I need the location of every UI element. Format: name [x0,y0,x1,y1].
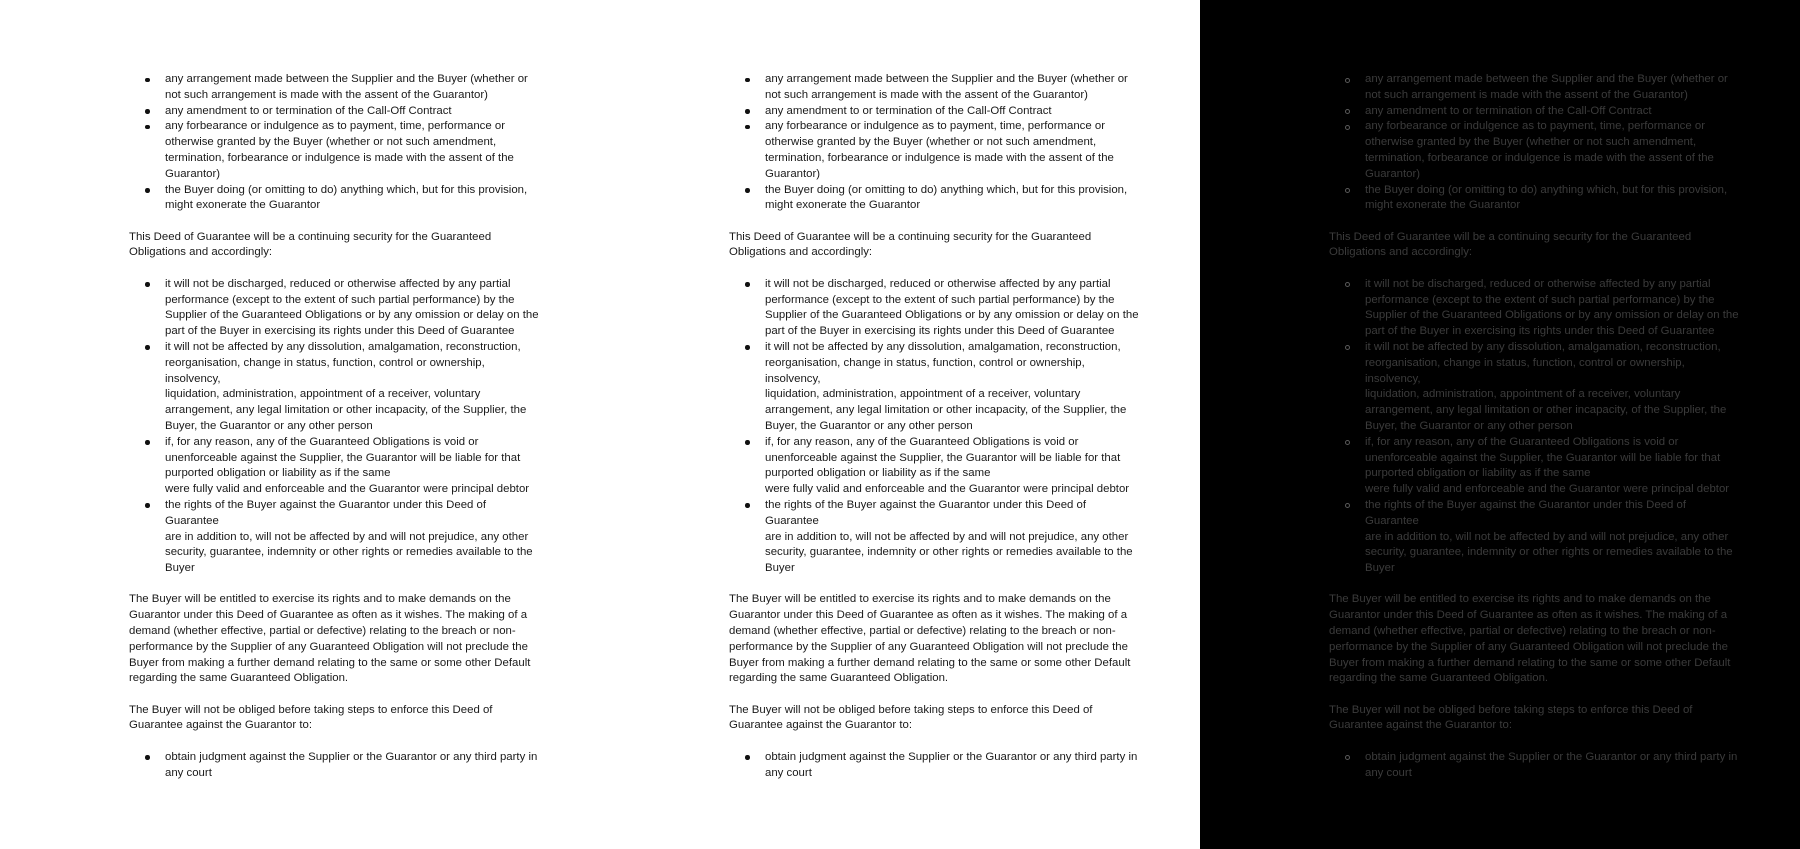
text-line: regarding the same Guaranteed Obligation. [1329,672,1549,685]
spacer [729,577,1139,593]
text-line: are in addition to, will not be affected by and will not prejudice, any other [165,530,529,543]
text-line: demand (whether effective, partial or defective) relating to the breach or non- [1329,625,1716,637]
bullet-list-security-terms [1329,277,1739,577]
document-panel-inverted [1200,0,1800,849]
text-line: any amendment to or termination of the Call-Off Contract [1365,104,1652,117]
text-line: it will not be discharged, reduced or otherwise affected by any partial [765,277,1111,290]
text-line: The Buyer will not be obliged before taking steps to enforce this Deed of [1329,703,1693,716]
list-item [1365,104,1739,120]
text-line: demand (whether effective, partial or defective) relating to the breach or non- [129,625,516,637]
text-line: any forbearance or indulgence as to payment, time, performance or [165,120,506,133]
text-line: any court [1365,766,1412,779]
text-line: Guarantor under this Deed of Guarantee as often as it wishes. The making of a [729,609,1128,622]
text-line: demand (whether effective, partial or defective) relating to the breach or non- [729,625,1116,637]
text-line: might exonerate the Guarantor [165,199,321,212]
text-line: Guarantor under this Deed of Guarantee as often as it wishes. The making of a [129,609,528,622]
text-line: reorganisation, change in status, function, control or ownership, insolvency, [765,356,1085,385]
text-line: part of the Buyer in exercising its rights under this Deed of Guarantee [765,325,1115,338]
text-line: unenforceable against the Supplier, the Guarantor will be liable for that [1365,451,1721,464]
paragraph-enforcement [729,703,1139,735]
text-line: are in addition to, will not be affected by and will not prejudice, any other [765,530,1129,543]
text-line: any arrangement made between the Supplier and the Buyer (whether or [765,73,1128,85]
text-line: any court [165,766,212,779]
text-line: performance (except to the extent of such partial performance) by the [165,293,515,306]
text-line: Buyer [1365,562,1395,575]
spacer [1329,734,1739,750]
text-line: Obligations and accordingly: [729,246,873,259]
text-line: Guarantee against the Guarantor to: [129,719,313,732]
spacer [129,214,539,230]
paragraph-continuing-security [729,230,1139,262]
text-line: Obligations and accordingly: [1329,246,1473,259]
list-item [165,183,539,215]
text-line: This Deed of Guarantee will be a continuing security for the Guaranteed [1329,230,1692,243]
text-line: purported obligation or liability as if the same [165,467,391,480]
spacer [1329,577,1739,593]
text-line: might exonerate the Guarantor [1365,199,1521,212]
text-line: purported obligation or liability as if the same [765,467,991,480]
text-line: it will not be affected by any dissolution, amalgamation, reconstruction, [1365,340,1721,353]
text-line: Supplier of the Guaranteed Obligations or by any omission or delay on the [165,309,539,322]
paragraph-enforcement [129,703,539,735]
text-line: liquidation, administration, appointment of a receiver, voluntary [165,388,481,401]
text-line: if, for any reason, any of the Guaranteed Obligations is void or [765,435,1079,448]
text-line: any forbearance or indulgence as to payment, time, performance or [765,120,1106,133]
text-line: the Buyer doing (or omitting to do) anything which, but for this provision, [165,183,528,196]
text-line: any amendment to or termination of the Call-Off Contract [165,104,452,117]
text-line: part of the Buyer in exercising its rights under this Deed of Guarantee [165,325,515,338]
text-line: are in addition to, will not be affected by and will not prejudice, any other [1365,530,1729,543]
list-item [165,498,539,577]
text-line: were fully valid and enforceable and the Guarantor were principal debtor [765,483,1130,496]
text-line: obtain judgment against the Supplier or the Guarantor or any third party in [1365,750,1738,763]
list-item [765,119,1139,182]
text-line: termination, forbearance or indulgence is made with the assent of the [765,151,1114,164]
text-line: The Buyer will be entitled to exercise its rights and to make demands on the [729,593,1111,606]
spacer [1329,214,1739,230]
list-item [765,340,1139,435]
text-line: reorganisation, change in status, function, control or ownership, insolvency, [165,356,485,385]
bullet-list-enforcement-steps [1329,750,1739,782]
paragraph-buyer-demands [129,592,539,687]
text-line: Buyer from making a further demand relating to the same or some other Default [129,656,531,669]
document-body [1329,72,1739,781]
text-line: arrangement, any legal limitation or other incapacity, of the Supplier, the [1365,404,1727,417]
text-line: any forbearance or indulgence as to payment, time, performance or [1365,120,1706,133]
text-line: any amendment to or termination of the Call-Off Contract [765,104,1052,117]
text-line: The Buyer will be entitled to exercise its rights and to make demands on the [1329,593,1711,606]
text-line: performance (except to the extent of such partial performance) by the [765,293,1115,306]
spacer [729,261,1139,277]
text-line: Supplier of the Guaranteed Obligations or by any omission or delay on the [1365,309,1739,322]
list-item [1365,498,1739,577]
paragraph-buyer-demands [729,592,1139,687]
paragraph-continuing-security [129,230,539,262]
text-line: any arrangement made between the Supplier and the Buyer (whether or [165,73,528,85]
list-item [765,277,1139,340]
spacer [129,687,539,703]
text-line: liquidation, administration, appointment of a receiver, voluntary [765,388,1081,401]
document-panel-original [0,0,600,849]
list-item [1365,435,1739,498]
text-line: not such arrangement is made with the assent of the Guarantor) [165,88,488,101]
spacer [729,734,1139,750]
text-line: performance by the Supplier of any Guaranteed Obligation will not preclude the [129,640,528,653]
list-item [1365,119,1739,182]
text-line: security, guarantee, indemnity or other rights or remedies available to the [765,546,1133,559]
text-line: Guarantee against the Guarantor to: [729,719,913,732]
list-item [765,750,1139,782]
list-item [765,183,1139,215]
text-line: performance by the Supplier of any Guaranteed Obligation will not preclude the [1329,640,1728,653]
text-line: otherwise granted by the Buyer (whether or not such amendment, [1365,136,1697,149]
text-line: Buyer, the Guarantor or any other person [165,419,373,432]
list-item [165,340,539,435]
text-line: the rights of the Buyer against the Guarantor under this Deed of Guarantee [165,498,487,527]
list-item [165,119,539,182]
text-line: This Deed of Guarantee will be a continuing security for the Guaranteed [729,230,1092,243]
text-line: the Buyer doing (or omitting to do) anything which, but for this provision, [765,183,1128,196]
text-line: arrangement, any legal limitation or other incapacity, of the Supplier, the [165,404,527,417]
bullet-list-conditions [729,72,1139,214]
text-line: not such arrangement is made with the assent of the Guarantor) [765,88,1088,101]
text-line: The Buyer will not be obliged before taking steps to enforce this Deed of [729,703,1093,716]
text-line: any court [765,766,812,779]
text-line: The Buyer will not be obliged before taking steps to enforce this Deed of [129,703,493,716]
text-line: Buyer [165,562,195,575]
text-line: unenforceable against the Supplier, the Guarantor will be liable for that [165,451,521,464]
text-line: termination, forbearance or indulgence is made with the assent of the [1365,151,1714,164]
text-line: Obligations and accordingly: [129,246,273,259]
bullet-list-enforcement-steps [129,750,539,782]
paragraph-buyer-demands [1329,592,1739,687]
text-line: Buyer from making a further demand relating to the same or some other Default [1329,656,1731,669]
text-line: Guarantor) [1365,167,1421,180]
text-line: if, for any reason, any of the Guaranteed Obligations is void or [165,435,479,448]
text-line: regarding the same Guaranteed Obligation. [729,672,949,685]
list-item [165,750,539,782]
spacer [1329,261,1739,277]
bullet-list-enforcement-steps [729,750,1139,782]
text-line: were fully valid and enforceable and the Guarantor were principal debtor [165,483,530,496]
list-item [765,72,1139,104]
list-item [165,104,539,120]
text-line: part of the Buyer in exercising its rights under this Deed of Guarantee [1365,325,1715,338]
spacer [129,261,539,277]
text-line: it will not be affected by any dissolution, amalgamation, reconstruction, [765,340,1121,353]
text-line: the Buyer doing (or omitting to do) anything which, but for this provision, [1365,183,1728,196]
text-line: Supplier of the Guaranteed Obligations or by any omission or delay on the [765,309,1139,322]
text-line: the rights of the Buyer against the Guarantor under this Deed of Guarantee [765,498,1087,527]
list-item [765,435,1139,498]
text-line: Buyer, the Guarantor or any other person [765,419,973,432]
text-line: the rights of the Buyer against the Guarantor under this Deed of Guarantee [1365,498,1687,527]
text-line: unenforceable against the Supplier, the Guarantor will be liable for that [765,451,1121,464]
text-line: Guarantor) [765,167,821,180]
text-line: obtain judgment against the Supplier or the Guarantor or any third party in [165,750,538,763]
text-line: Guarantee against the Guarantor to: [1329,719,1513,732]
spacer [729,214,1139,230]
spacer [129,577,539,593]
text-line: might exonerate the Guarantor [765,199,921,212]
text-line: liquidation, administration, appointment of a receiver, voluntary [1365,388,1681,401]
text-line: This Deed of Guarantee will be a continuing security for the Guaranteed [129,230,492,243]
paragraph-enforcement [1329,703,1739,735]
text-line: otherwise granted by the Buyer (whether or not such amendment, [165,136,497,149]
text-line: it will not be discharged, reduced or otherwise affected by any partial [165,277,511,290]
spacer [729,687,1139,703]
document-body [129,72,539,781]
text-line: performance by the Supplier of any Guaranteed Obligation will not preclude the [729,640,1128,653]
bullet-list-security-terms [729,277,1139,577]
bullet-list-security-terms [129,277,539,577]
text-line: it will not be discharged, reduced or otherwise affected by any partial [1365,277,1711,290]
list-item [1365,750,1739,782]
list-item [1365,72,1739,104]
list-item [765,498,1139,577]
text-line: Buyer from making a further demand relating to the same or some other Default [729,656,1131,669]
document-body [729,72,1139,781]
text-line: any arrangement made between the Supplier and the Buyer (whether or [1365,73,1728,85]
spacer [129,734,539,750]
text-line: arrangement, any legal limitation or other incapacity, of the Supplier, the [765,404,1127,417]
text-line: The Buyer will be entitled to exercise its rights and to make demands on the [129,593,511,606]
text-line: termination, forbearance or indulgence is made with the assent of the [165,151,514,164]
text-line: if, for any reason, any of the Guaranteed Obligations is void or [1365,435,1679,448]
text-line: Buyer [765,562,795,575]
text-line: regarding the same Guaranteed Obligation. [129,672,349,685]
text-line: it will not be affected by any dissolution, amalgamation, reconstruction, [165,340,521,353]
list-item [165,277,539,340]
text-line: were fully valid and enforceable and the Guarantor were principal debtor [1365,483,1730,496]
list-item [165,435,539,498]
list-item [765,104,1139,120]
bullet-list-conditions [1329,72,1739,214]
text-line: obtain judgment against the Supplier or the Guarantor or any third party in [765,750,1138,763]
bullet-list-conditions [129,72,539,214]
text-line: Guarantor under this Deed of Guarantee as often as it wishes. The making of a [1329,609,1728,622]
text-line: Guarantor) [165,167,221,180]
text-line: otherwise granted by the Buyer (whether or not such amendment, [765,136,1097,149]
list-item [165,72,539,104]
spacer [1329,687,1739,703]
text-line: Buyer, the Guarantor or any other person [1365,419,1573,432]
list-item [1365,183,1739,215]
text-line: security, guarantee, indemnity or other rights or remedies available to the [165,546,533,559]
paragraph-continuing-security [1329,230,1739,262]
text-line: security, guarantee, indemnity or other rights or remedies available to the [1365,546,1733,559]
document-panel-copy [600,0,1200,849]
text-line: reorganisation, change in status, function, control or ownership, insolvency, [1365,356,1685,385]
text-line: performance (except to the extent of such partial performance) by the [1365,293,1715,306]
list-item [1365,277,1739,340]
list-item [1365,340,1739,435]
text-line: purported obligation or liability as if the same [1365,467,1591,480]
text-line: not such arrangement is made with the assent of the Guarantor) [1365,88,1688,101]
